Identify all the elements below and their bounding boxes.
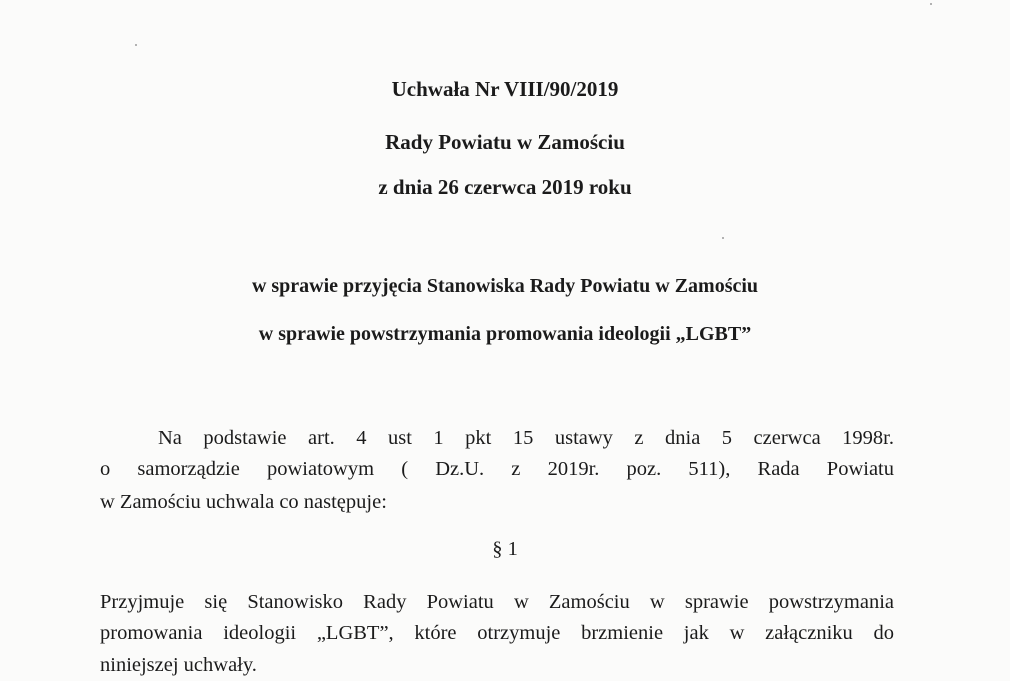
preamble-line-3: w Zamościu uchwala co następuje: <box>100 491 387 513</box>
scan-speck <box>135 44 137 46</box>
section-text-line-1: Przyjmuje się Stanowisko Rady Powiatu w Zamościu w sprawie powstrzymania <box>100 591 894 613</box>
resolution-title: Uchwała Nr VIII/90/2019 <box>391 77 619 101</box>
section-mark: § 1 <box>492 538 518 560</box>
section-text-line-3: niniejszej uchwały. <box>100 654 257 676</box>
resolution-date: z dnia 26 czerwca 2019 roku <box>378 175 632 199</box>
section-text-line-2: promowania ideologii „LGBT”, które otrzymuje brzmienie jak w załączniku do <box>100 622 894 644</box>
subject-line-2: w sprawie powstrzymania promowania ideologii „LGBT” <box>258 323 752 345</box>
preamble-line-1: Na podstawie art. 4 ust 1 pkt 15 ustawy z dnia 5 czerwca 1998r. <box>158 427 894 449</box>
scan-speck <box>722 237 724 239</box>
preamble-line-2: o samorządzie powiatowym ( Dz.U. z 2019r. poz. 511), Rada Powiatu <box>100 458 894 480</box>
subject-line-1: w sprawie przyjęcia Stanowiska Rady Powiatu w Zamościu <box>251 275 759 297</box>
council-name: Rady Powiatu w Zamościu <box>385 130 625 154</box>
scan-speck <box>930 3 932 5</box>
